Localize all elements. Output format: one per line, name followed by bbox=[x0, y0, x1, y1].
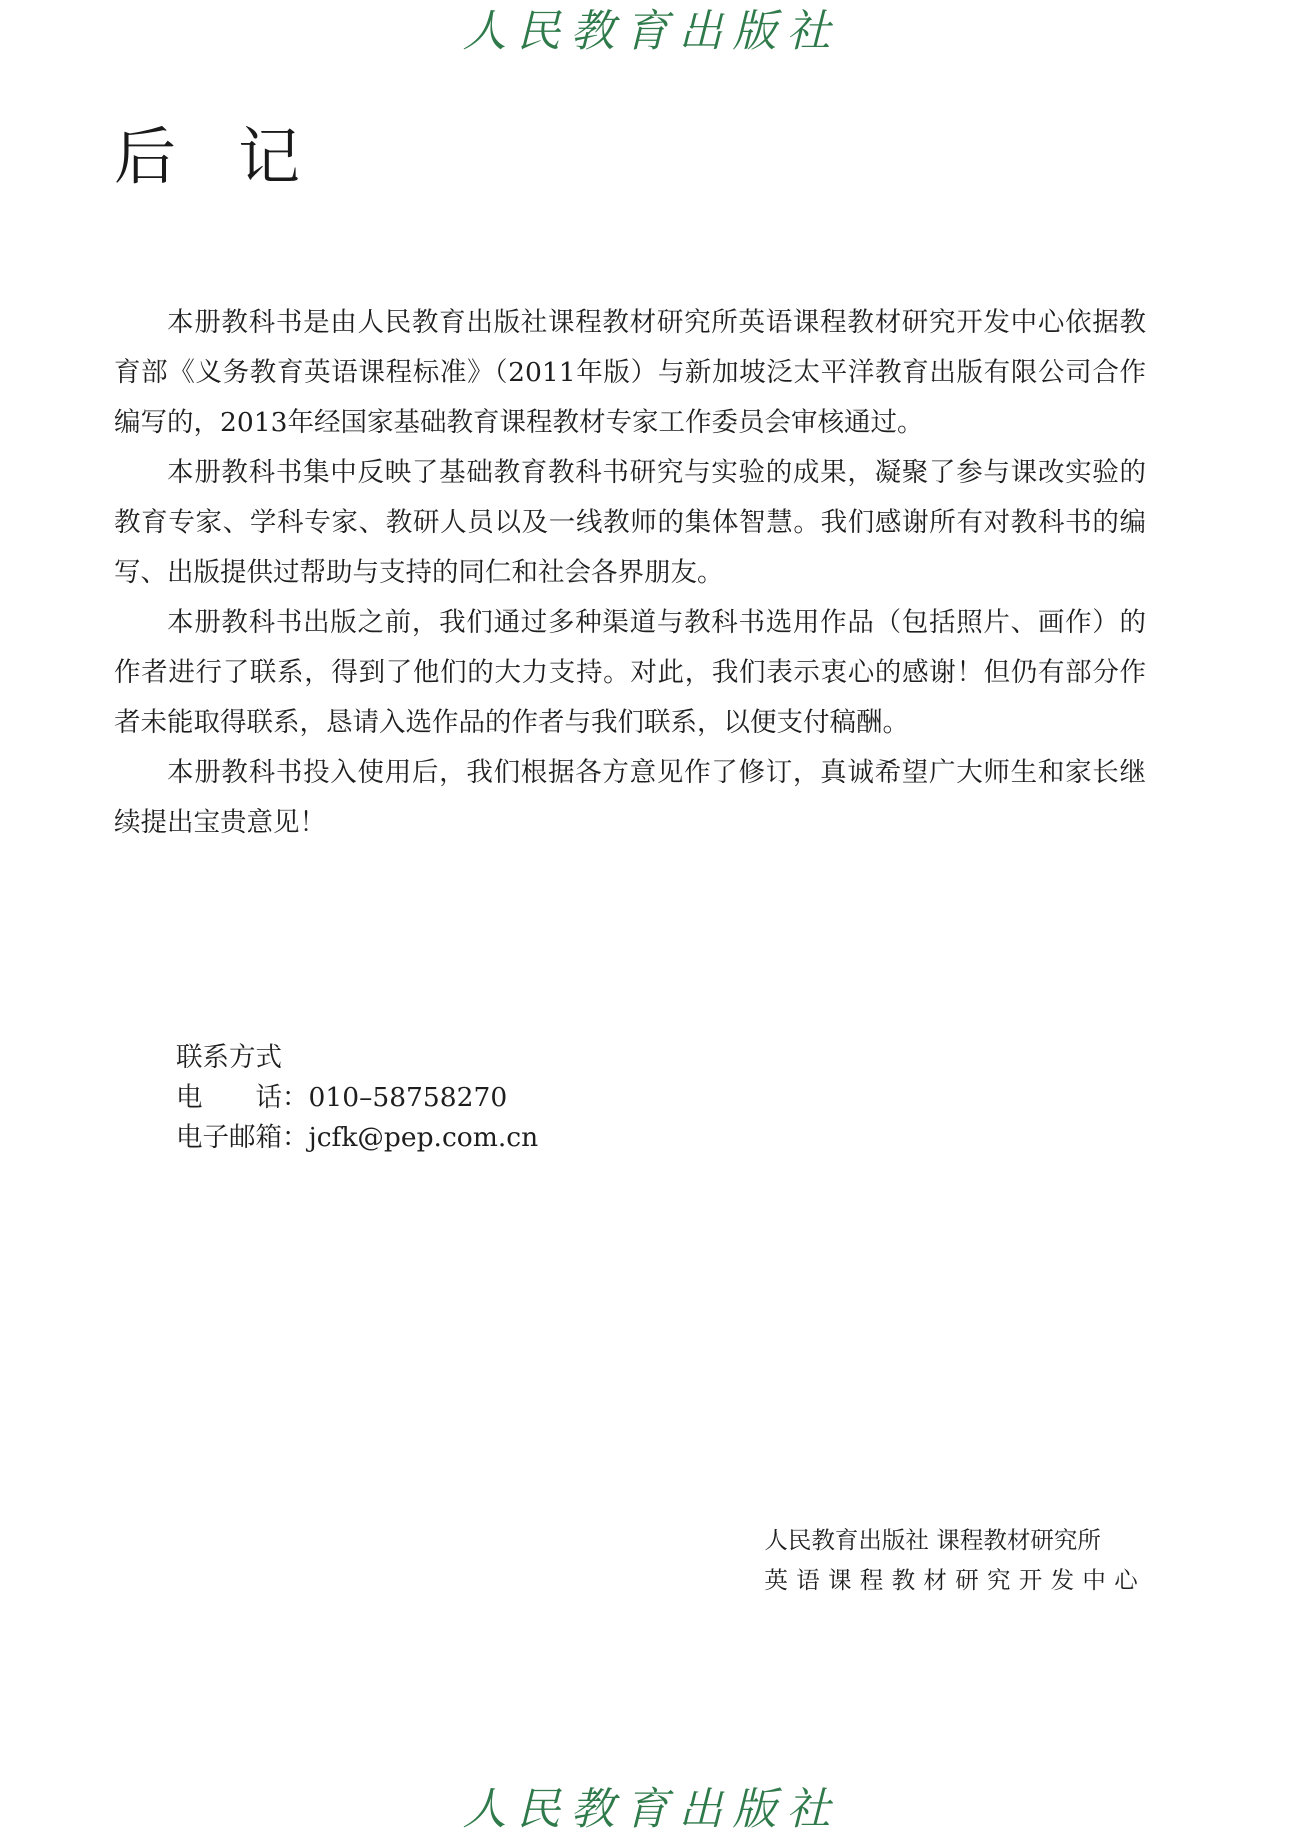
signature-line-2: 英语课程教材研究开发中心 bbox=[764, 1566, 1146, 1594]
paragraph-4: 本册教科书投入使用后，我们根据各方意见作了修订，真诚希望广大师生和家长继续提出宝贵意见！ bbox=[114, 757, 1146, 838]
email-label: 电子邮箱： bbox=[176, 1122, 309, 1153]
paragraph-2: 本册教科书集中反映了基础教育教科书研究与实验的成果，凝聚了参与课改实验的教育专家、学科专家、教研人员以及一线教师的集体智慧。我们感谢所有对教科书的编写、出版提供过帮助与支持的同仁和社会各界朋友。 bbox=[114, 457, 1146, 588]
signature-line-1: 人民教育出版社 课程教材研究所 bbox=[764, 1526, 1101, 1554]
publisher-logo-top: 人民教育出版社 bbox=[462, 6, 841, 57]
contact-phone-row bbox=[176, 1078, 538, 1118]
contact-email-row bbox=[176, 1118, 538, 1158]
signature-block bbox=[764, 1520, 1146, 1600]
afterword-body bbox=[114, 298, 1146, 848]
phone-label: 电 话： bbox=[176, 1082, 309, 1113]
paragraph-3: 本册教科书出版之前，我们通过多种渠道与教科书选用作品（包括照片、画作）的作者进行了联系，得到了他们的大力支持。对此，我们表示衷心的感谢！但仍有部分作者未能取得联系，恳请入选作品的作者与我们联系，以便支付稿酬。 bbox=[114, 607, 1146, 738]
contact-info bbox=[176, 1038, 538, 1158]
paragraph-1: 本册教科书是由人民教育出版社课程教材研究所英语课程教材研究开发中心依据教育部《义务教育英语课程标准》（2011年版）与新加坡泛太平洋教育出版有限公司合作编写的，2013年经国家基础教育课程教材专家工作委员会审核通过。 bbox=[114, 307, 1146, 438]
email-address: jcfk@pep.com.cn bbox=[308, 1122, 539, 1153]
page-title: 后 记 bbox=[114, 120, 301, 193]
contact-heading: 联系方式 bbox=[176, 1042, 282, 1073]
publisher-logo-bottom: 人民教育出版社 bbox=[462, 1784, 841, 1835]
phone-number: 010–58758270 bbox=[308, 1082, 508, 1113]
